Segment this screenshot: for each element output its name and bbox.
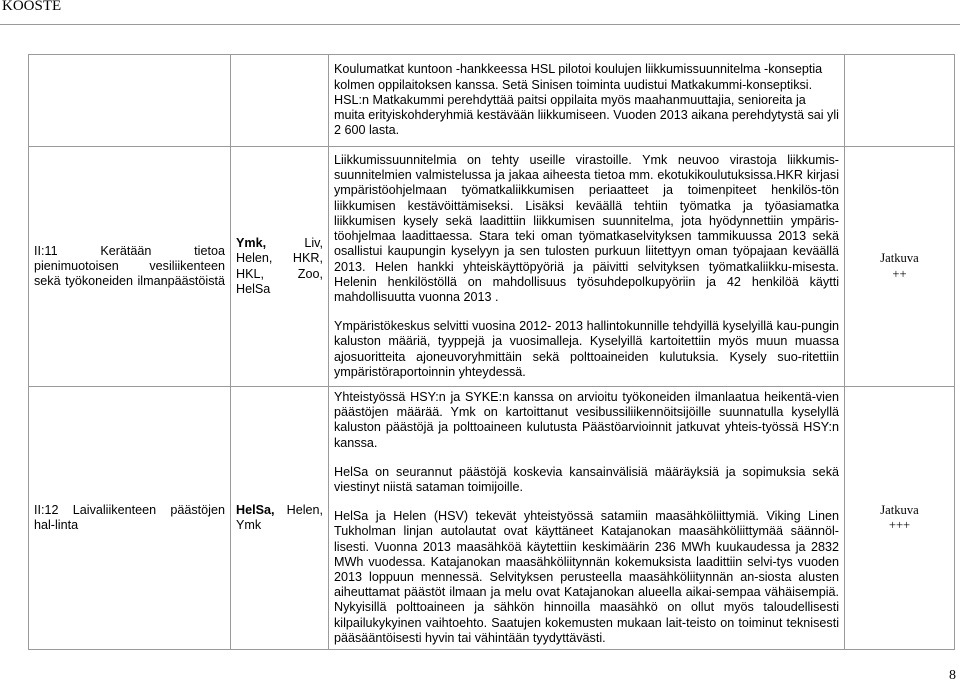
- status-label: Jatkuva: [880, 251, 919, 266]
- results-cell: [329, 55, 845, 147]
- results-paragraph: Liikkumissuunnitelmia on tehty useille virastoille. Ymk neuvoo virastoja liikkumis-suunnitelmien valmistelussa ja jakaa aiheesta tietoa mm. ekotukikoulutuksissa.HKR kirjasi ympäristöohjelmaan työmatkaliikkumisen periaatteet ja toimenpiteet henkilös-tön liikkumisen kestävöittämiseksi. Lisäksi keväällä tehtiin työmatka ja työasiamatka liikkumisen kysely sekä laadittiin liikkumisen suunnitelma, jota hyödynnettiin ympäris-töohjelmaa laadittaessa. Stara teki oman työmatkaselvityksen tammikuussa 2013 sekä osallistui kaupungin kyselyyn ja sen tulosten purkuun liitettyyn oman työpajaan keväällä 2013. Helen hankki yhteiskäyttöpyöriä ja päivitti selvityksen työmatkaliikku-misesta. Helenin henkilöstöllä on mahdollisuus työsuhdepolkupyöriin ja 42 henkilöä käytti mahdollisuutta vuonna 2013 .: [334, 153, 839, 304]
- lead-actor: HelSa,: [236, 502, 275, 517]
- results-cell: [329, 387, 845, 650]
- measure-cell: II:11 Kerätään tietoa pienimuotoisen vesiliikenteen sekä työkoneiden ilmanpäästöistä: [29, 147, 231, 387]
- results-paragraph: Ympäristökeskus selvitti vuosina 2012- 2013 hallintokunnille tehdyillä kyselyillä kau-pungin kaluston määriä, tyyppejä ja vuosimalleja. Kyselyillä kartoitettiin myös muun muassa ajosuoritteita ajoneuvoryhmittäin sekä polttoaineiden kulutuksia. Kysely suo-ritettiin ympäristöraportoinnin yhteydessä.: [334, 319, 839, 379]
- results-paragraph: HelSa on seurannut päästöjä koskevia kansainvälisiä määräyksiä ja sopimuksia sekä viestinyt niistä sataman toimijoille.: [334, 464, 839, 495]
- empty-cell: [231, 55, 329, 147]
- header-title: KOOSTE: [2, 0, 62, 14]
- status-cell: [845, 387, 955, 650]
- table-row: [29, 387, 955, 650]
- lead-actor: Ymk,: [236, 236, 267, 251]
- results-paragraph: HelSa ja Helen (HSV) tekevät yhteistyössä satamiin maasähköliittymiä. Viking Linen Tukholman linjan autolautat ovat käyttäneet Katajanokan maasähköliittymää säännöl-lisesti. Vuonna 2013 maasähköä käytettiin keskimäärin 236 MWh kuukaudessa ja 2832 MWh vuodessa. Katajanokan maasähköliitynnän kokemuksista laadittiin selvi-tys vuoden 2013 loppuun mennessä. Selvityksen perusteella maasähköliitynnän an-siosta alusten aiheuttamat päästöt ilmaan ja melu ovat Katajanokan alueella aikai-sempaa vähäisempiä. Nykyisillä polttoaineen ja sähkön hinnoilla maasähkö on ollut myös taloudellisesti kilpailukykyinen vaihtoehto. Saatujen kokemusten mukaan lait-teisto on toiminut teknisesti pääsääntöisesti hyvin tai vähintään tyydyttävästi.: [334, 509, 839, 645]
- other-actors: Helen, Ymk: [236, 502, 323, 533]
- table-row: [29, 55, 955, 147]
- results-cell: [329, 147, 845, 387]
- actors-cell: [231, 147, 329, 387]
- status-rating: ++: [892, 266, 907, 281]
- results-paragraph: Yhteistyössä HSY:n ja SYKE:n kanssa on arvioitu työkoneiden ilmanlaatua heikentä-vien päästöjen määrää. Ymk on kartoittanut vesibussiliikennöitsijöille suunnatulla kyselyllä kaluston päästöjä ja polttoaineen kulutusta Päästöarvioinnit jatkuvat yhteis-työssä HSY:n kanssa.: [334, 390, 839, 450]
- status-cell: [845, 147, 955, 387]
- page-number: 8: [949, 668, 956, 683]
- status-label: Jatkuva: [880, 502, 919, 517]
- measures-table: [28, 54, 955, 650]
- other-actors: Liv, Helen, HKR, HKL, Zoo, HelSa: [236, 236, 323, 296]
- table-row: [29, 147, 955, 387]
- empty-cell: [845, 55, 955, 147]
- results-paragraph: Koulumatkat kuntoon -hankkeessa HSL pilotoi koulujen liikkumissuunnitelma -konseptia kolmen oppilaitoksen kanssa. Setä Sinisen toiminta uudistui Matkakummi-konseptiksi. HSL:n Matkakummi perehdyttää paitsi oppilaita myös maahanmuuttajia, senioreita ja muita erityiskohderyhmiä kestävään liikkumiseen. Vuoden 2013 aikana perehdytystä sai yli 2 600 lasta.: [334, 62, 839, 138]
- empty-cell: [29, 55, 231, 147]
- status-rating: +++: [888, 518, 911, 533]
- actors-cell: [231, 387, 329, 650]
- document-header: [0, 0, 960, 25]
- measure-cell: II:12 Laivaliikenteen päästöjen hal-linta: [29, 387, 231, 650]
